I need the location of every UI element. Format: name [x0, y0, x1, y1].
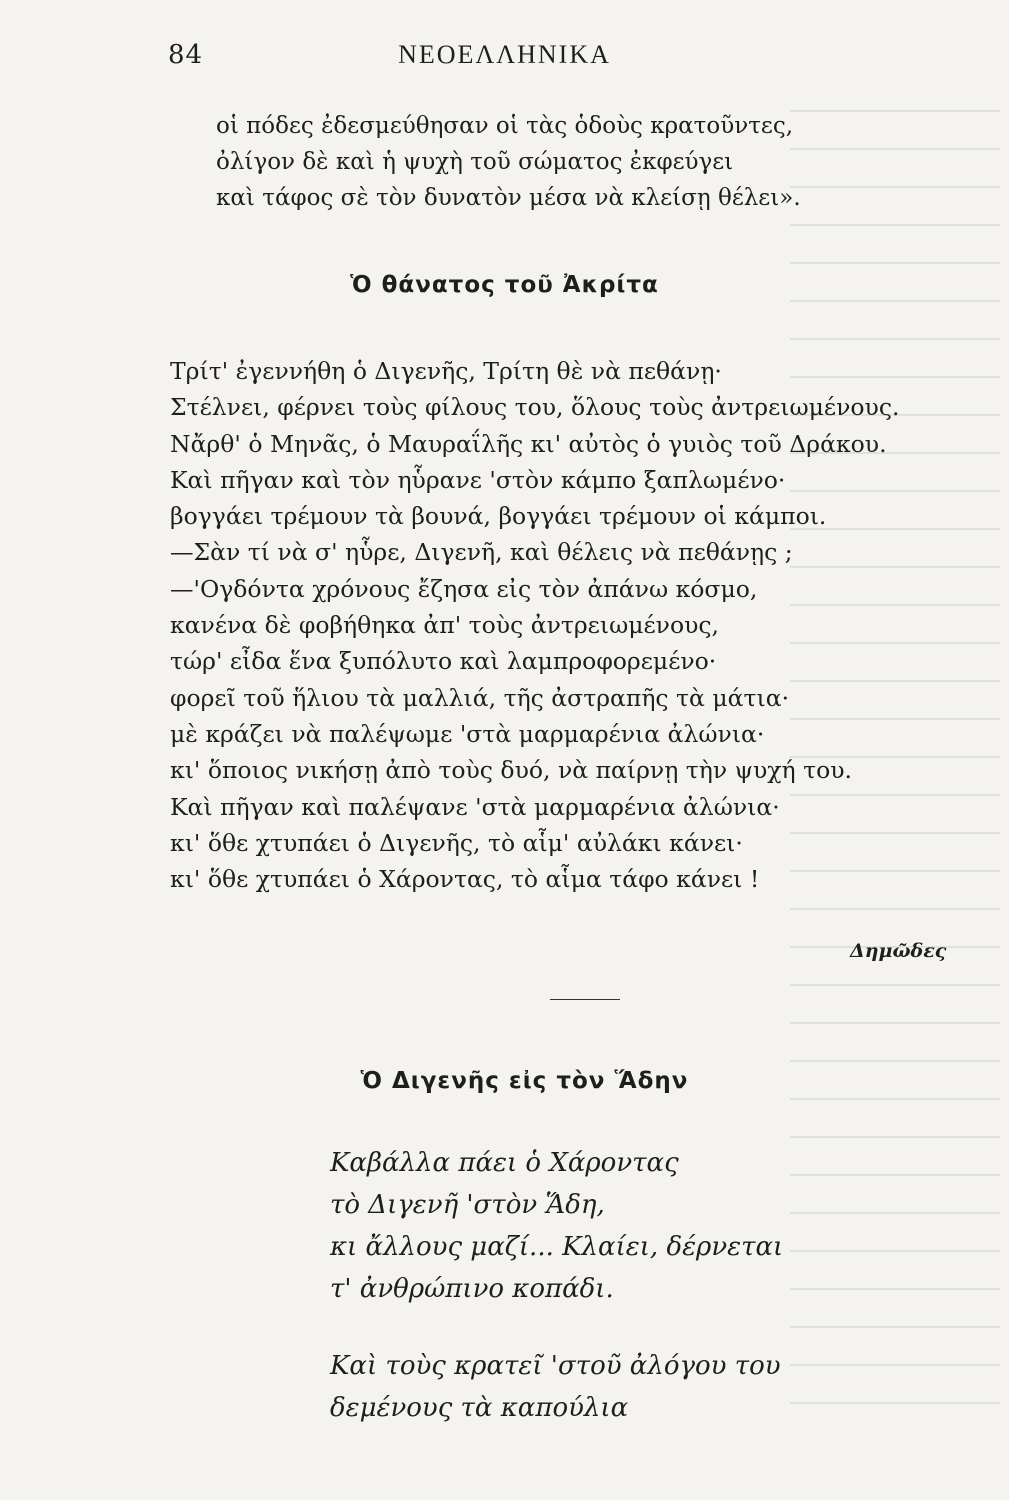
verse-line: δεμένους τὰ καπούλια: [330, 1393, 629, 1423]
verse-line: Νἄρθ' ὁ Μηνᾶς, ὁ Μαυραΐλῆς κι' αὐτὸς ὁ γυιὸς τοῦ Δράκου.: [170, 429, 887, 458]
verse-line: κι ἄλλους μαζί... Κλαίει, δέρνεται: [330, 1232, 784, 1262]
poem-title-digenis-in-hades: Ὁ Διγενῆς εἰς τὸν Ἅδην: [360, 1068, 689, 1094]
verse-line: ὀλίγον δὲ καὶ ἡ ψυχὴ τοῦ σώματος ἐκφεύγει: [216, 149, 734, 175]
verse-line: Τρίτ' ἐγεννήθη ὁ Διγενῆς, Τρίτη θὲ νὰ πεθάνῃ·: [170, 357, 722, 385]
verse-line: Καὶ πῆγαν καὶ τὸν ηὗρανε 'στὸν κάμπο ξαπλωμένο·: [170, 465, 786, 494]
verse-line: μὲ κράζει νὰ παλέψωμε 'στὰ μαρμαρένια ἀλώνια·: [170, 719, 765, 748]
verse-line: κι' ὅποιος νικήσῃ ἀπὸ τοὺς δυό, νὰ παίρνῃ τὴν ψυχή του.: [170, 756, 852, 785]
poem-source: Δημῶδες: [850, 940, 947, 962]
verse-line: Στέλνει, φέρνει τοὺς φίλους του, ὅλους τοὺς ἀντρειωμένους.: [170, 393, 900, 422]
verse-line: τ' ἀνθρώπινο κοπάδι.: [330, 1274, 614, 1304]
poem-death-of-akritas: [170, 353, 899, 897]
verse-line: Καβάλλα πάει ὁ Χάροντας: [330, 1148, 679, 1178]
stanza-2: [330, 1345, 781, 1429]
section-divider: [550, 999, 620, 1000]
verse-line: τώρ' εἶδα ἕνα ξυπόλυτο καὶ λαμπροφορεμένο·: [170, 647, 717, 676]
poem-title-death-of-akritas: Ὁ θάνατος τοῦ Ἀκρίτα: [350, 272, 659, 298]
verse-line: οἱ πόδες ἐδεσμεύθησαν οἱ τὰς ὁδοὺς κρατοῦντες,: [216, 113, 794, 139]
verse-line: βογγάει τρέμουν τὰ βουνά, βογγάει τρέμουν οἱ κάμποι.: [170, 502, 827, 531]
stanza-1: [330, 1142, 783, 1310]
verse-line: —Σὰν τί νὰ σ' ηὗρε, Διγενῆ, καὶ θέλεις νὰ πεθάνῃς ;: [170, 538, 793, 567]
opening-verses: [216, 108, 801, 216]
verse-line: —'Ογδόντα χρόνους ἔζησα εἰς τὸν ἀπάνω κόσμο,: [170, 574, 758, 603]
verse-line: Καὶ τοὺς κρατεῖ 'στοῦ ἀλόγου του: [330, 1351, 781, 1381]
running-title: ΝΕΟΕΛΛΗΝΙΚΑ: [398, 40, 611, 69]
verse-line: κανένα δὲ φοβήθηκα ἀπ' τοὺς ἀντρειωμένους,: [170, 611, 720, 640]
verse-line: καὶ τάφος σὲ τὸν δυνατὸν μέσα νὰ κλείσῃ θέλει».: [216, 185, 801, 211]
verse-line: κι' ὅθε χτυπάει ὁ Χάροντας, τὸ αἷμα τάφο κάνει !: [170, 865, 760, 894]
verse-line: κι' ὅθε χτυπάει ὁ Διγενῆς, τὸ αἷμ' αὐλάκι κάνει·: [170, 828, 743, 857]
verse-line: φορεῖ τοῦ ἥλιου τὰ μαλλιά, τῆς ἀστραπῆς τὰ μάτια·: [170, 683, 790, 712]
verse-line: τὸ Διγενῆ 'στὸν Ἅδη,: [330, 1190, 605, 1220]
page-number: 84: [168, 40, 204, 70]
verse-line: Καὶ πῆγαν καὶ παλέψανε 'στὰ μαρμαρένια ἀλώνια·: [170, 792, 780, 821]
